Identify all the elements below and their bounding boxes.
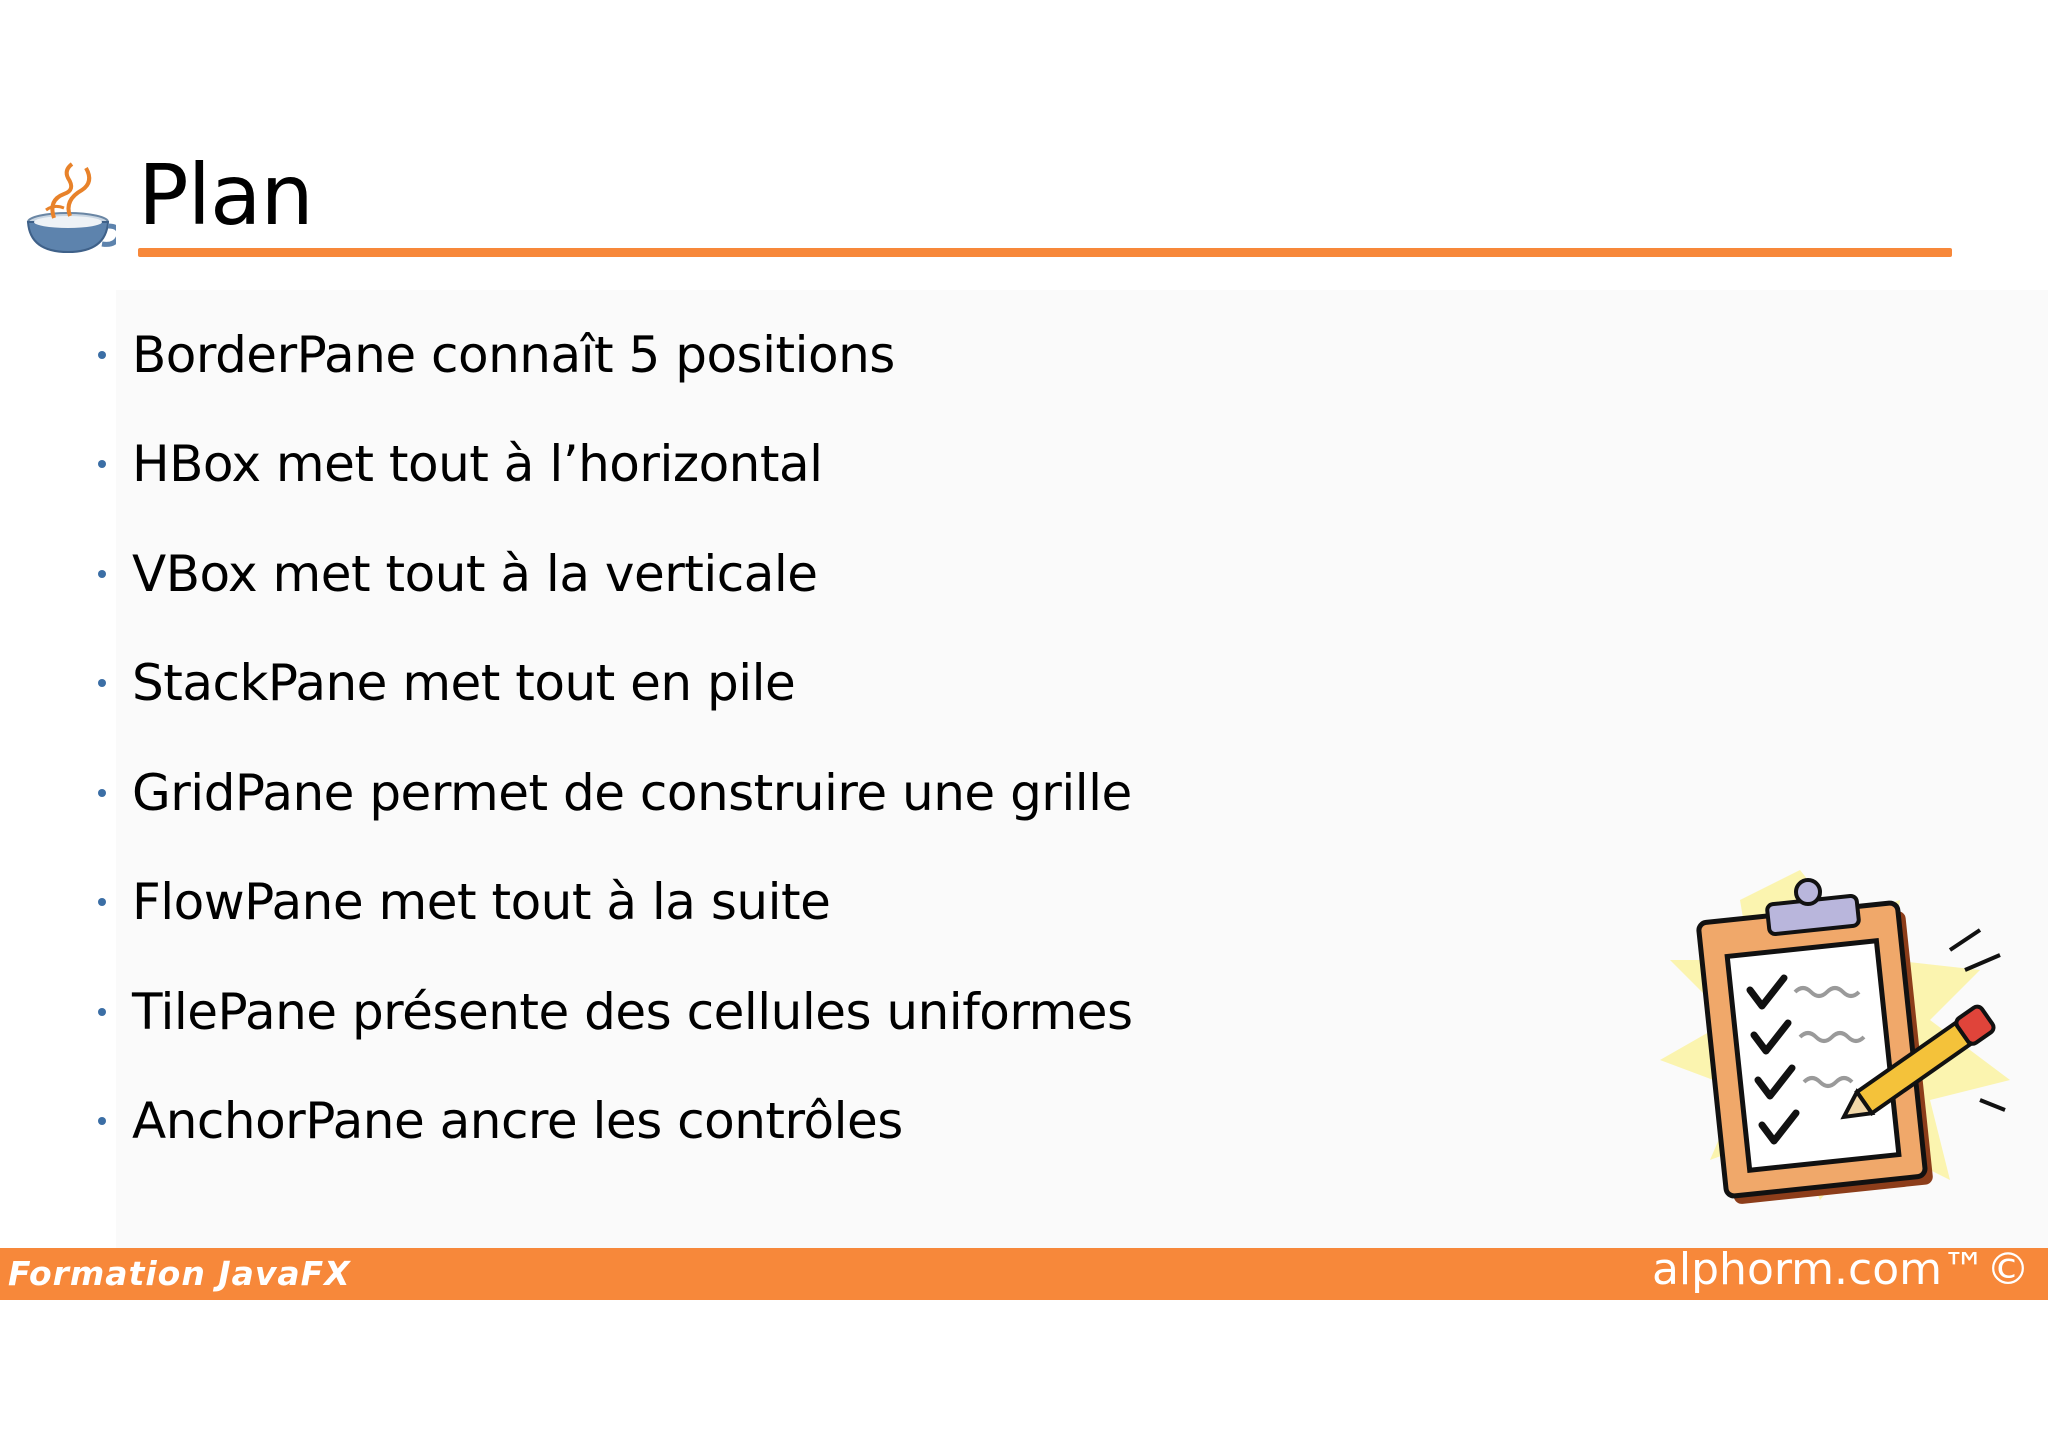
bullet-dot-icon bbox=[98, 1008, 106, 1016]
bullet-text: HBox met tout à l’horizontal bbox=[132, 435, 823, 494]
bullet-text: GridPane permet de construire une grille bbox=[132, 763, 1132, 822]
bullet-text: TilePane présente des cellules uniformes bbox=[132, 982, 1133, 1041]
bullet-dot-icon bbox=[98, 460, 106, 468]
bullet-text: StackPane met tout en pile bbox=[132, 654, 796, 713]
bullet-item bbox=[90, 300, 1133, 410]
javafx-logo-icon bbox=[24, 160, 116, 256]
bullet-item bbox=[90, 519, 1133, 629]
title-underline bbox=[138, 248, 1952, 257]
bullet-dot-icon bbox=[98, 351, 106, 359]
bullet-item bbox=[90, 629, 1133, 739]
bullet-dot-icon bbox=[98, 570, 106, 578]
bullet-dot-icon bbox=[98, 679, 106, 687]
bullet-dot-icon bbox=[98, 1117, 106, 1125]
bullet-text: BorderPane connaît 5 positions bbox=[132, 325, 895, 384]
footer-course-label: Formation JavaFX bbox=[8, 1254, 351, 1293]
bullet-item bbox=[90, 848, 1133, 958]
bullet-dot-icon bbox=[98, 898, 106, 906]
bullet-text: AnchorPane ancre les contrôles bbox=[132, 1092, 903, 1151]
bullet-item bbox=[90, 1067, 1133, 1177]
bullet-item bbox=[90, 738, 1133, 848]
bullet-list bbox=[90, 300, 1133, 1176]
bullet-item bbox=[90, 957, 1133, 1067]
bullet-text: FlowPane met tout à la suite bbox=[132, 873, 831, 932]
slide-title: Plan bbox=[138, 146, 313, 244]
clipboard-checklist-icon bbox=[1650, 860, 2020, 1210]
bullet-dot-icon bbox=[98, 789, 106, 797]
bullet-text: VBox met tout à la verticale bbox=[132, 544, 818, 603]
bullet-item bbox=[90, 410, 1133, 520]
footer-brand: alphorm.com™© bbox=[1651, 1244, 2030, 1295]
